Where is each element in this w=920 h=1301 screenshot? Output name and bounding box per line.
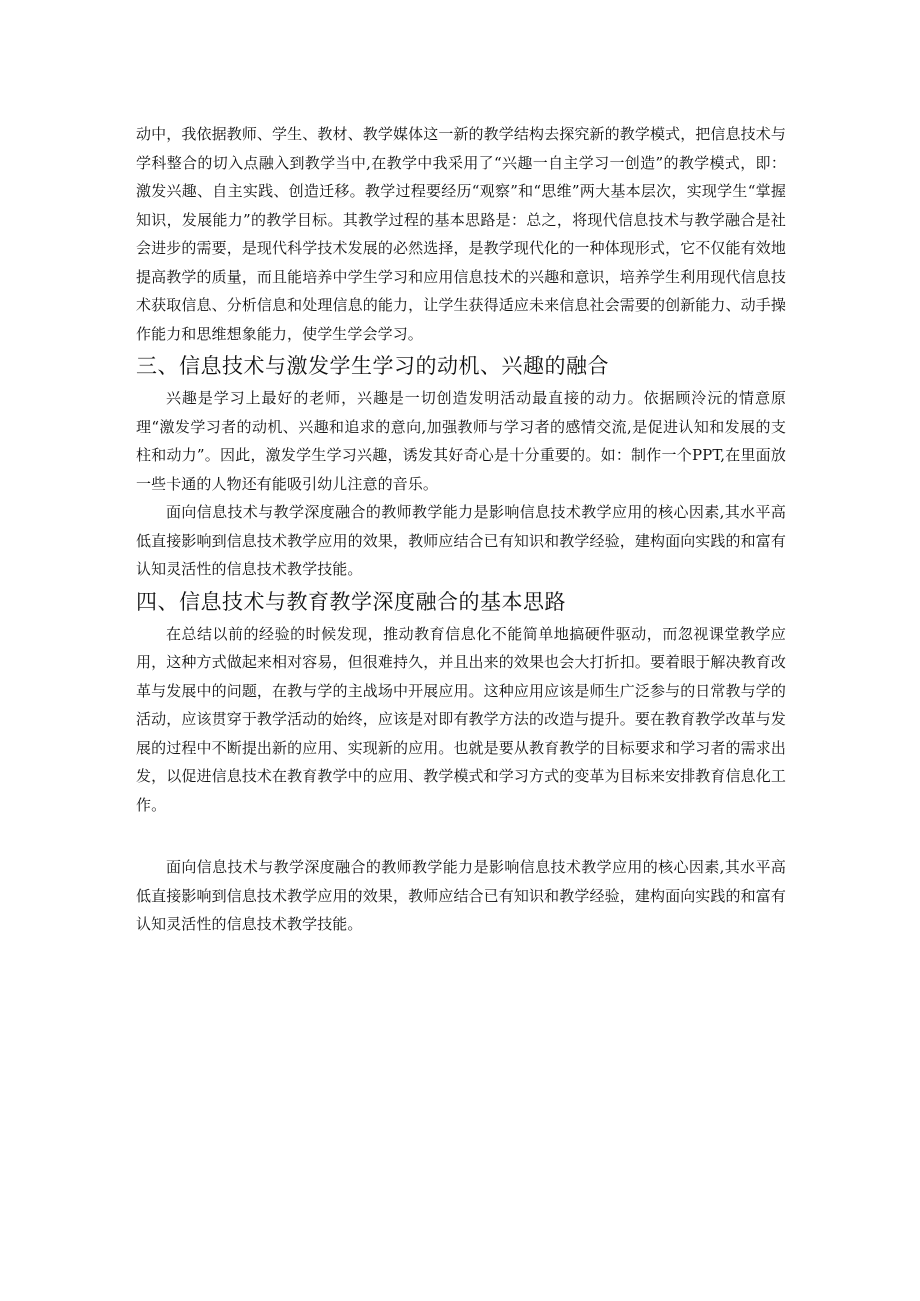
section-heading-4: 四、信息技术与教育教学深度融合的基本思路 (136, 589, 566, 614)
section-heading-3: 三、信息技术与激发学生学习的动机、兴趣的融合 (136, 354, 609, 378)
paragraph-teacher-ability: 面向信息技术与教学深度融合的教师教学能力是影响信息技术教学应用的核心因素,其水平高低直接影响到信息技术教学应用的效果，教师应结合已有知识和教学经验，建构面向实践的和富有认知灵活性的信息技术教学技能。 (136, 503, 786, 578)
document-page (136, 120, 786, 939)
paragraph-teacher-ability-repeat: 面向信息技术与教学深度融合的教师教学能力是影响信息技术教学应用的核心因素,其水平高低直接影响到信息技术教学应用的效果，教师应结合已有知识和教学经验，建构面向实践的和富有认知灵活性的信息技术教学技能。 (136, 858, 786, 933)
paragraph-interest: 兴趣是学习上最好的老师，兴趣是一切创造发明活动最直接的动力。依据顾泠沅的情意原理“激发学习者的动机、兴趣和追求的意向,加强教师与学习者的感情交流,是促进认知和发展的支柱和动力”。因此，激发学生学习兴趣，诱发其好奇心是十分重要的。如：制作一个PPT,在里面放一些卡通的人物还有能吸引幼儿注意的音乐。 (136, 389, 786, 493)
blank-space (136, 819, 786, 853)
paragraph-basic-approach: 在总结以前的经验的时候发现，推动教育信息化不能简单地搞硬件驱动，而忽视课堂教学应用，这种方式做起来相对容易，但很难持久，并且出来的效果也会大打折扣。要着眼于解决教育改革与发展中的问题，在教与学的主战场中开展应用。这种应用应该是师生广泛参与的日常教与学的活动，应该贯穿于教学活动的始终，应该是对即有教学方法的改造与提升。要在教育教学改革与发展的过程中不断提出新的应用、实现新的应用。也就是要从教育教学的目标要求和学习者的需求出发，以促进信息技术在教育教学中的应用、教学模式和学习方式的变革为目标来安排教育信息化工作。 (136, 624, 786, 814)
paragraph-continuation: 动中，我依据教师、学生、教材、教学媒体这一新的教学结构去探究新的教学模式，把信息技术与学科整合的切入点融入到教学当中,在教学中我采用了“兴趣一自主学习一创造”的教学模式，即：激发兴趣、自主实践、创造迁移。教学过程要经历“观察”和“思维”两大基本层次，实现学生“掌握知识，发展能力”的教学目标。其教学过程的基本思路是：总之，将现代信息技术与教学融合是社会进步的需要，是现代科学技术发展的必然选择，是教学现代化的一种体现形式，它不仅能有效地提高教学的质量，而且能培养中学生学习和应用信息技术的兴趣和意识，培养学生利用现代信息技术获取信息、分析信息和处理信息的能力，让学生获得适应未来信息社会需要的创新能力、动手操作能力和思维想象能力，使学生学会学习。 (136, 125, 786, 343)
